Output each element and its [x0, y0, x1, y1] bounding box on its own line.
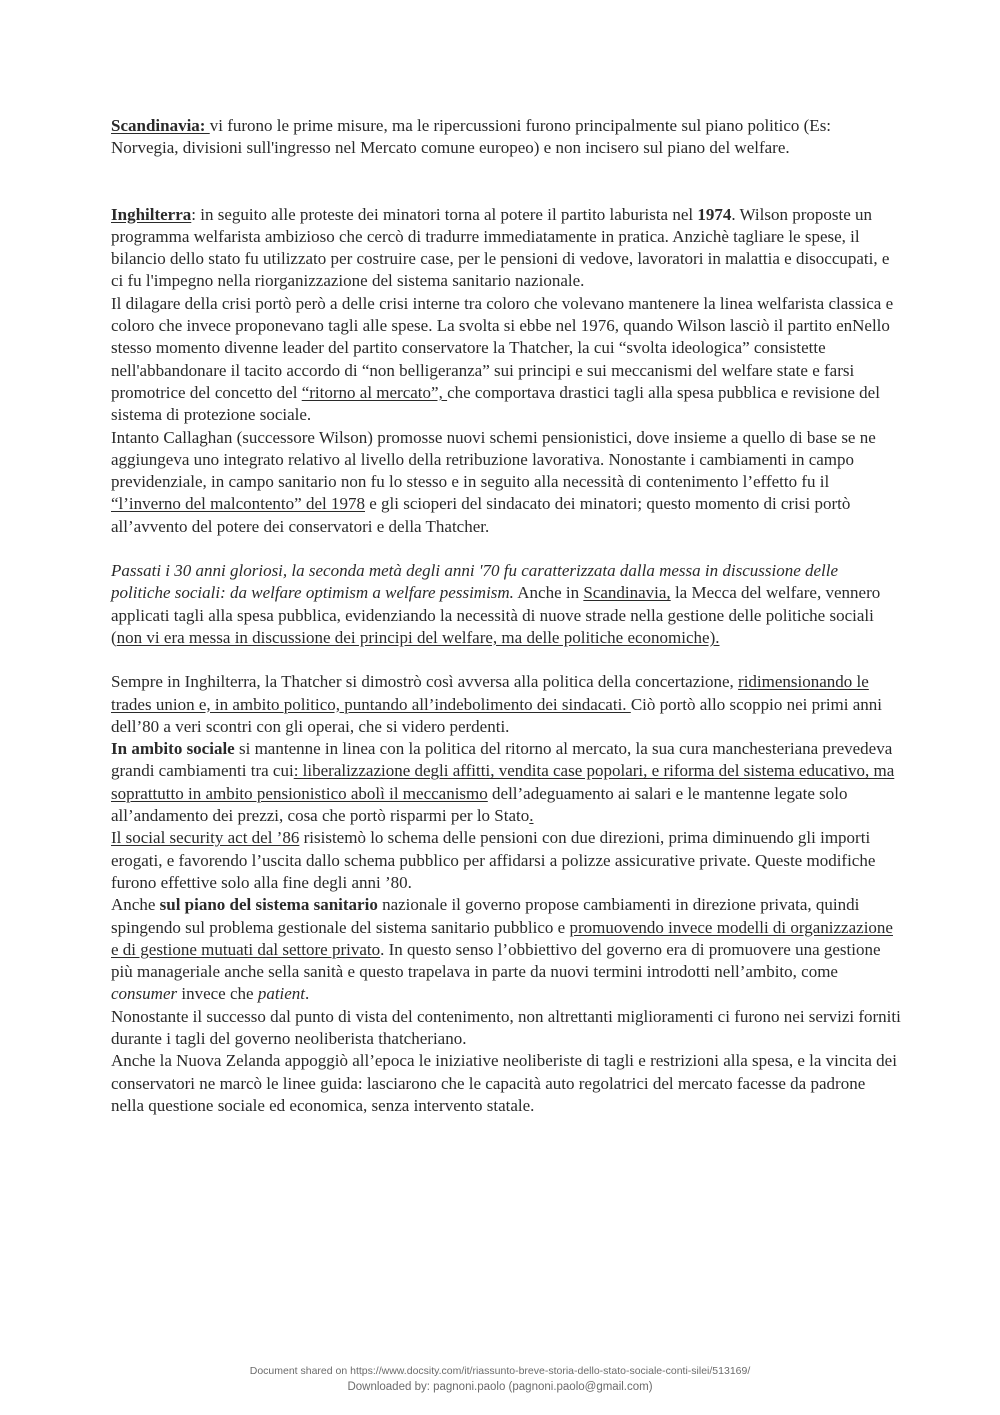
italic-term-patient: patient	[257, 984, 306, 1004]
paragraph-text: Anche	[111, 895, 160, 915]
paragraph-text: Sempre in Inghilterra, la Thatcher si dimostrò così avversa alla politica della concertazione,	[111, 672, 739, 692]
section-heading-scandinavia: Scandinavia:	[111, 116, 210, 135]
section-heading-inghilterra: Inghilterra	[111, 204, 192, 224]
underlined-phrase: Scandinavia,	[583, 583, 671, 603]
underlined-phrase: non vi era messa in discussione dei principi del welfare, ma delle politiche economiche).	[116, 627, 720, 647]
paragraph-crisi-thatcher	[111, 293, 901, 427]
paragraph-contenimento	[111, 1006, 901, 1051]
underlined-phrase: : liberalizzazione degli affitti, vendita case popolari, e riforma del sistema educativo, ma soprattutto in ambito pensionistico abolì il meccanismo	[111, 761, 895, 803]
paragraph-text: si mantenne in linea con la politica del ritorno al mercato, la sua cura manchesteriana prevedeva grandi cambiamenti tra cui	[111, 739, 893, 781]
paragraph-text: e gli scioperi del sindacato dei minatori; questo momento di crisi portò all’avvento del potere dei conservatori e della Thatcher.	[111, 494, 851, 536]
paragraph-text: . Wilson proposte un programma welfarista ambizioso che cercò di tradurre immediatamente in pratica. Anzichè tagliare le spese, il bilancio dello stato fu utilizzato per costruire case, per le pensioni di vedove, lavoratori in malattia e disoccupati, e ci fu l'impegno nella riorganizzazione del sistema sanitario nazionale.	[111, 204, 890, 291]
paragraph-text: nazionale il governo propose cambiamenti in direzione privata, quindi spingendo sul problema gestionale del sistema sanitario pubblico e	[111, 895, 860, 937]
year-bold: 1974	[697, 204, 732, 224]
paragraph-text: vi furono le prime misure, ma le ripercussioni furono principalmente sul piano politico (Es: Norvegia, divisioni sull'ingresso nel Mercato comune europeo) e non incisero sul piano del welfare.	[111, 116, 832, 158]
italic-term-consumer: consumer	[111, 984, 178, 1004]
paragraph-text: Anche in	[513, 583, 584, 603]
underlined-phrase: “ritorno al mercato”,	[301, 382, 448, 402]
paragraph-text: .	[305, 984, 310, 1004]
paragraph-text: che comportava drastici tagli alla spesa pubblica e revisione del sistema di protezione sociale.	[111, 382, 880, 425]
paragraph-callaghan	[111, 427, 901, 538]
underlined-phrase: Il social security act del ’86	[111, 828, 300, 848]
underlined-phrase: ridimensionando le trades union e, in ambito politico, puntando all’indebolimento dei sindacati.	[111, 672, 869, 714]
underlined-phrase: .	[529, 806, 534, 826]
paragraph-text: la Mecca del welfare, vennero applicati tagli alla spesa pubblica, evidenziando la necessità di nuove strade nella gestione delle politiche sociali (	[111, 583, 881, 647]
paragraph-sistema-sanitario	[111, 894, 901, 1005]
paragraph-text: Intanto Callaghan (successore Wilson) promosse nuovi schemi pensionistici, dove insieme a quello di base se ne aggiungeva uno integrato relativo al livello della retribuzione lavorativa. Nonostante i cambiamenti in campo previdenziale, in campo sanitario non fu lo stesso e in seguito alla necessità di contenimento l’effetto fu il	[111, 427, 876, 492]
footer-downloaded-by: Downloaded by: pagnoni.paolo (pagnoni.paolo@gmail.com)	[347, 1381, 653, 1393]
underlined-phrase: “l’inverno del malcontento” del 1978	[111, 494, 365, 514]
underlined-phrase: promuovendo invece modelli di organizzazione e di gestione mutuati dal settore privato	[111, 917, 893, 959]
paragraph-inghilterra	[111, 204, 901, 293]
paragraph-text: Il dilagare della crisi portò però a delle crisi interne tra coloro che volevano mantenere la linea welfarista classica e coloro che invece proponevano tagli alle spese. La svolta si ebbe nel 1976, quando Wilson lasciò il partito enNello stesso momento divenne leader del partito conservatore la Thatcher, la cui “svolta ideologica” consistette nell'abbandonare il tacito accordo di “non belligeranza” sui principi e sui meccanismi del welfare state e farsi promotrice del concetto del	[111, 293, 894, 402]
italic-phrase: Passati i 30 anni gloriosi, la seconda metà degli anni '70 fu caratterizzata dalla messa in discussione delle politiche sociali: da welfare optimism a welfare pessimism.	[111, 561, 839, 603]
paragraph-text: risistemò lo schema delle pensioni con due direzioni, prima diminuendo gli importi erogati, e favorendo l’uscita dallo schema pubblico per affidarsi a polizze assicurative private. Queste modifiche furono effettive solo alla fine degli anni ’80.	[111, 828, 876, 892]
document-body	[111, 115, 901, 1117]
footer-shared-on: Document shared on https://www.docsity.com/it/riassunto-breve-storia-dello-stato-sociale-conti-silei/513169/	[249, 1365, 751, 1377]
paragraph-concertazione	[111, 671, 901, 738]
paragraph-text: invece che	[177, 984, 258, 1004]
paragraph-scandinavia	[111, 115, 901, 160]
paragraph-text: : in seguito alle proteste dei minatori torna al potere il partito laburista nel	[191, 204, 698, 224]
paragraph-social-security-act	[111, 827, 901, 894]
bold-phrase: In ambito sociale	[111, 739, 235, 759]
paragraph-text: Ciò portò allo scoppio nei primi anni dell’80 a veri scontri con gli operai, che si videro perdenti.	[111, 694, 883, 736]
bold-phrase: sul piano del sistema sanitario	[159, 895, 378, 915]
paragraph-welfare-pessimism	[111, 560, 901, 649]
paragraph-text: Nonostante il successo dal punto di vista del contenimento, non altrettanti miglioramenti ci furono nei servizi forniti durante i tagli del governo neoliberista thatcheriano.	[111, 1006, 901, 1048]
paragraph-nuova-zelanda	[111, 1050, 901, 1117]
paragraph-text: Anche la Nuova Zelanda appoggiò all’epoca le iniziative neoliberiste di tagli e restrizioni alla spesa, e la vincita dei conservatori ne marcò le linee guida: lasciarono che le capacità auto regolatrici del mercato facesse da padrone nella questione sociale ed economica, senza intervento statale.	[111, 1051, 897, 1115]
paragraph-ambito-sociale	[111, 738, 901, 827]
paragraph-text: . In questo senso l’obbiettivo del governo era di promuovere una gestione più manageriale anche sella sanità e questo trapelava in parte da nuovi termini introdotti nell’ambito, come	[111, 939, 881, 982]
paragraph-text: dell’adeguamento ai salari e le mantenne legate solo all’andamento dei prezzi, cosa che portò risparmi per lo Stato	[111, 783, 848, 826]
